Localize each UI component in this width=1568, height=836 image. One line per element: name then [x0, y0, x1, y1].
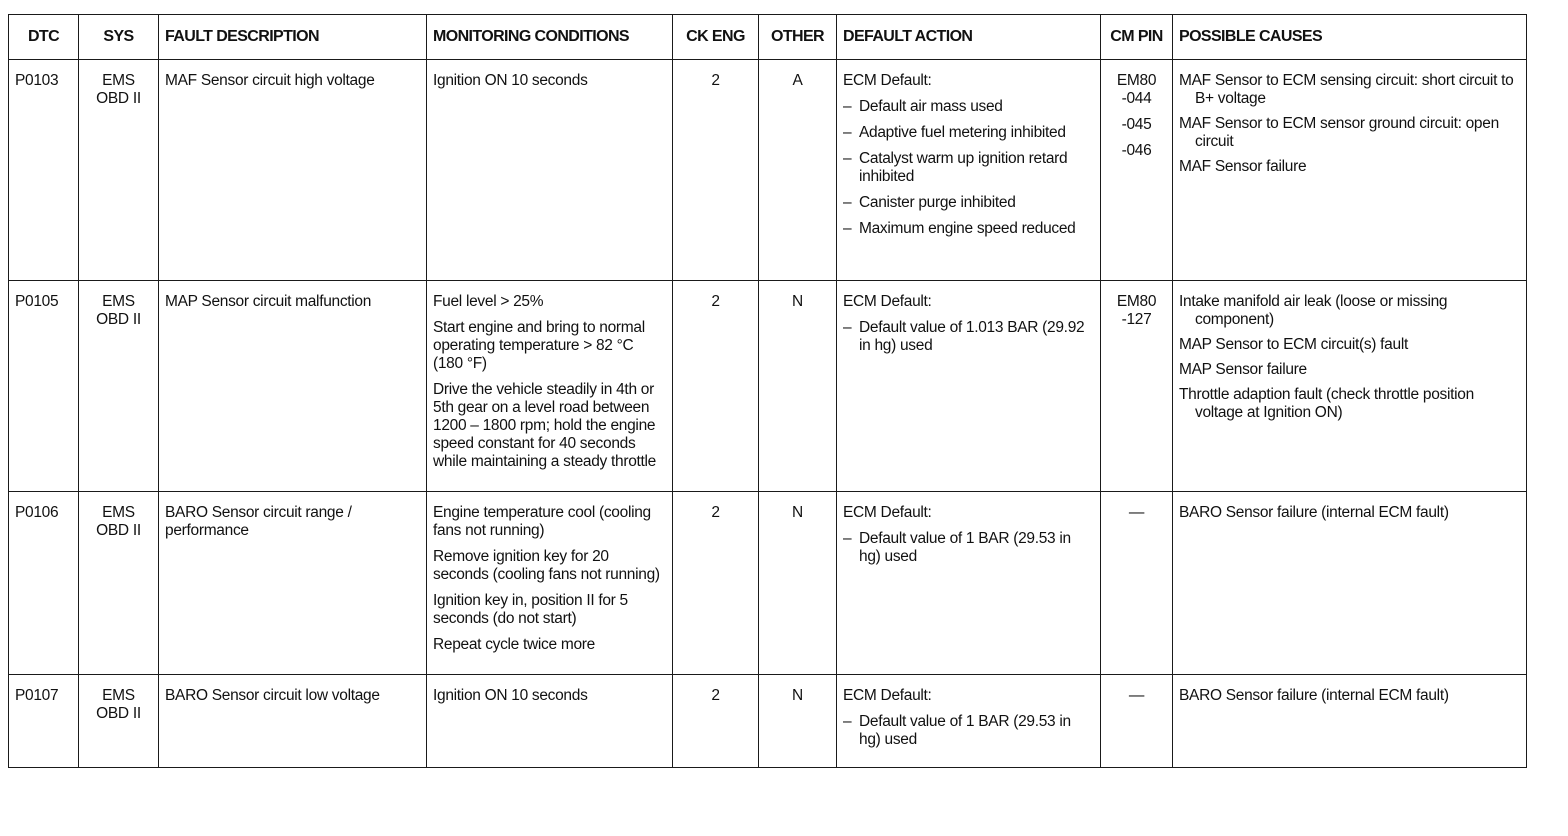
possible-cause: MAP Sensor to ECM circuit(s) fault	[1179, 336, 1408, 353]
dtc-table-body	[9, 60, 1527, 768]
default-action-cell	[837, 675, 1101, 768]
dtc-code: P0107	[15, 687, 59, 704]
possible-cause: MAF Sensor failure	[1179, 158, 1307, 175]
possible-causes-cell	[1173, 60, 1527, 281]
monitoring-condition: Fuel level > 25%	[433, 293, 544, 310]
monitoring-conditions-cell	[427, 60, 673, 281]
header-sys: SYS	[79, 15, 159, 60]
monitoring-conditions-cell	[427, 675, 673, 768]
cm-pin-cell	[1101, 675, 1173, 768]
possible-cause: Throttle adaption fault (check throttle position voltage at Ignition ON)	[1179, 386, 1474, 421]
monitoring-condition: Start engine and bring to normal operating temperature > 82 °C (180 °F)	[433, 319, 645, 372]
default-action-title: ECM Default:	[843, 72, 932, 89]
fault-description-cell	[159, 60, 427, 281]
default-action-title: ECM Default:	[843, 504, 932, 521]
ck-eng-value: 2	[711, 293, 720, 310]
cm-pin-value: -044	[1121, 90, 1152, 107]
table-row	[9, 281, 1527, 492]
cm-pin-cell	[1101, 281, 1173, 492]
dtc-code-cell	[9, 281, 79, 492]
table-row	[9, 60, 1527, 281]
ck-eng-cell	[673, 281, 759, 492]
default-action-cell	[837, 492, 1101, 675]
fault-description: BARO Sensor circuit range / performance	[165, 504, 352, 539]
dtc-code: P0103	[15, 72, 59, 89]
system-label: EMS	[102, 293, 135, 310]
possible-causes-cell	[1173, 675, 1527, 768]
other-cell	[759, 675, 837, 768]
possible-causes-cell	[1173, 492, 1527, 675]
header-row	[9, 15, 1527, 60]
cm-pin-cell	[1101, 492, 1173, 675]
other-cell	[759, 281, 837, 492]
ck-eng-cell	[673, 492, 759, 675]
dtc-code: P0106	[15, 504, 59, 521]
header-dtc: DTC	[9, 15, 79, 60]
monitoring-condition: Remove ignition key for 20 seconds (cooling fans not running)	[433, 548, 660, 583]
table-row	[9, 675, 1527, 768]
possible-cause: BARO Sensor failure (internal ECM fault)	[1179, 687, 1449, 704]
ck-eng-cell	[673, 675, 759, 768]
default-action-title: ECM Default:	[843, 293, 932, 310]
monitoring-conditions-cell	[427, 281, 673, 492]
monitoring-condition: Repeat cycle twice more	[433, 636, 595, 653]
system-label: OBD II	[96, 522, 141, 539]
fault-description-cell	[159, 492, 427, 675]
cm-pin-value: —	[1128, 504, 1145, 521]
system-label: OBD II	[96, 311, 141, 328]
table-row	[9, 492, 1527, 675]
dtc-table	[8, 14, 1527, 768]
cm-pin-value: -045	[1121, 116, 1152, 133]
possible-cause: Intake manifold air leak (loose or missing component)	[1179, 293, 1448, 328]
default-action-item: – Default value of 1 BAR (29.53 in hg) used	[843, 530, 1094, 566]
dtc-document	[8, 14, 1526, 768]
cm-pin-value: EM80	[1116, 72, 1157, 89]
dtc-code-cell	[9, 60, 79, 281]
fault-description: BARO Sensor circuit low voltage	[165, 687, 380, 704]
default-action-cell	[837, 281, 1101, 492]
ck-eng-value: 2	[711, 72, 720, 89]
monitoring-condition: Drive the vehicle steadily in 4th or 5th gear on a level road between 1200 – 1800 rpm; hold the engine speed constant for 40 seconds while maintaining a steady throttle	[433, 381, 656, 470]
cm-pin-value: —	[1128, 687, 1145, 704]
dtc-code-cell	[9, 492, 79, 675]
other-value: N	[792, 293, 803, 310]
header-other: OTHER	[759, 15, 837, 60]
cm-pin-cell	[1101, 60, 1173, 281]
header-monitoring-conditions: MONITORING CONDITIONS	[427, 15, 673, 60]
fault-description-cell	[159, 281, 427, 492]
fault-description-cell	[159, 675, 427, 768]
dtc-code-cell	[9, 675, 79, 768]
default-action-item: – Adaptive fuel metering inhibited	[843, 124, 1094, 142]
other-value: A	[792, 72, 803, 89]
monitoring-condition: Ignition ON 10 seconds	[433, 687, 588, 704]
default-action-title: ECM Default:	[843, 687, 932, 704]
header-default-action: DEFAULT ACTION	[837, 15, 1101, 60]
other-value: N	[792, 687, 803, 704]
cm-pin-value: -127	[1121, 311, 1152, 328]
monitoring-condition: Engine temperature cool (cooling fans not running)	[433, 504, 651, 539]
system-cell	[79, 281, 159, 492]
ck-eng-value: 2	[711, 687, 720, 704]
default-action-item: – Catalyst warm up ignition retard inhibited	[843, 150, 1094, 186]
ck-eng-cell	[673, 60, 759, 281]
system-label: OBD II	[96, 90, 141, 107]
system-cell	[79, 60, 159, 281]
fault-description: MAP Sensor circuit malfunction	[165, 293, 372, 310]
header-cm-pin: CM PIN	[1101, 15, 1173, 60]
dtc-code: P0105	[15, 293, 59, 310]
default-action-cell	[837, 60, 1101, 281]
default-action-item: – Canister purge inhibited	[843, 194, 1094, 212]
other-cell	[759, 60, 837, 281]
default-action-item: – Default value of 1 BAR (29.53 in hg) used	[843, 713, 1094, 749]
monitoring-condition: Ignition ON 10 seconds	[433, 72, 588, 89]
monitoring-conditions-cell	[427, 492, 673, 675]
system-label: EMS	[102, 687, 135, 704]
system-label: EMS	[102, 504, 135, 521]
system-cell	[79, 675, 159, 768]
default-action-item: – Default air mass used	[843, 98, 1094, 116]
possible-cause: MAP Sensor failure	[1179, 361, 1307, 378]
possible-cause: MAF Sensor to ECM sensing circuit: short circuit to B+ voltage	[1179, 72, 1514, 107]
header-fault-description: FAULT DESCRIPTION	[159, 15, 427, 60]
possible-causes-cell	[1173, 281, 1527, 492]
cm-pin-value: -046	[1121, 142, 1152, 159]
other-cell	[759, 492, 837, 675]
cm-pin-value: EM80	[1116, 293, 1157, 310]
default-action-item: – Default value of 1.013 BAR (29.92 in hg) used	[843, 319, 1094, 355]
header-ck-eng: CK ENG	[673, 15, 759, 60]
system-cell	[79, 492, 159, 675]
possible-cause: BARO Sensor failure (internal ECM fault)	[1179, 504, 1449, 521]
possible-cause: MAF Sensor to ECM sensor ground circuit: open circuit	[1179, 115, 1499, 150]
fault-description: MAF Sensor circuit high voltage	[165, 72, 375, 89]
system-label: EMS	[102, 72, 135, 89]
monitoring-condition: Ignition key in, position II for 5 seconds (do not start)	[433, 592, 628, 627]
default-action-item: – Maximum engine speed reduced	[843, 220, 1094, 238]
ck-eng-value: 2	[711, 504, 720, 521]
header-possible-causes: POSSIBLE CAUSES	[1173, 15, 1527, 60]
system-label: OBD II	[96, 705, 141, 722]
other-value: N	[792, 504, 803, 521]
